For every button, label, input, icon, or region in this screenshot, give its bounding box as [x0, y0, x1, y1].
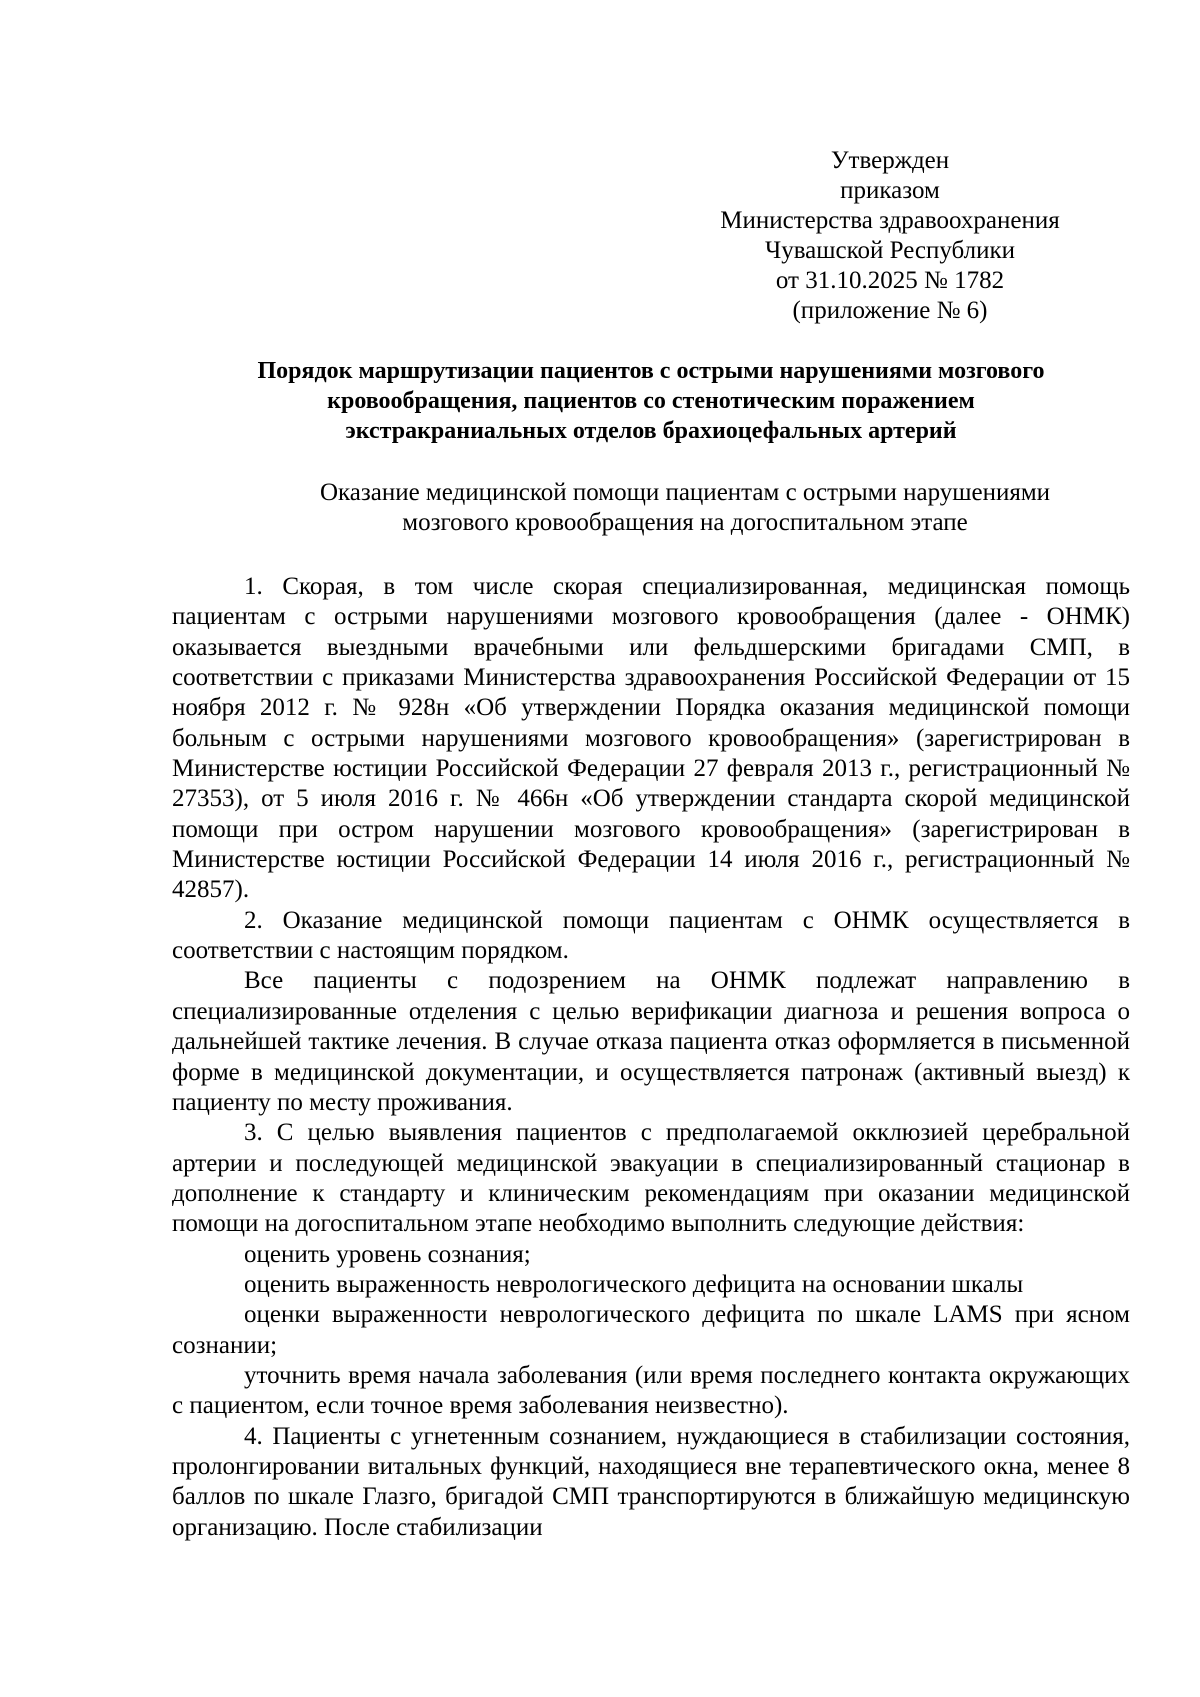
document-body: [172, 572, 1130, 1543]
approval-line: (приложение № 6): [792, 297, 988, 324]
title-line: экстракраниальных отделов брахиоцефальных артерий: [345, 418, 957, 444]
approval-line: Чувашской Республики: [764, 237, 1016, 264]
paragraph: 2. Оказание медицинской помощи пациентам с ОНМК осуществляется в соответствии с настоящим порядком.: [172, 906, 1130, 965]
paragraph: 1. Скорая, в том числе скорая специализированная, медицинская помощь пациентам с острыми нарушениями мозгового кровообращения (далее - ОНМК) оказывается выездными врачебными или фельдшерскими бригадами СМП, в соответствии с приказами Министерства здравоохранения Российской Федерации от 15 ноября 2012 г. № 928н «Об утверждении Порядка оказания медицинской помощи больным с острыми нарушениями мозгового кровообращения» (зарегистрирован в Министерстве юстиции Российской Федерации 27 февраля 2013 г., регистрационный № 27353), от 5 июля 2016 г. № 466н «Об утверждении стандарта скорой медицинской помощи при остром нарушении мозгового кровообращения» (зарегистрирован в Министерстве юстиции Российской Федерации 14 июля 2016 г., регистрационный № 42857).: [172, 573, 1130, 904]
paragraph: оценить уровень сознания;: [244, 1240, 531, 1268]
approval-line: Утвержден: [830, 147, 950, 174]
section-heading-line: Оказание медицинской помощи пациентам с острыми нарушениями: [319, 479, 1051, 506]
document-title: [172, 356, 1130, 446]
approval-block: [690, 146, 1090, 326]
approval-line: приказом: [840, 177, 940, 204]
paragraph: оценки выраженности неврологического дефицита по шкале LAMS при ясном сознании;: [172, 1301, 1130, 1359]
paragraph: 4. Пациенты с угнетенным сознанием, нуждающиеся в стабилизации состояния, пролонгировании витальных функций, находящиеся вне терапевтического окна, менее 8 баллов по шкале Глазго, бригадой СМП транспортируются в ближайшую медицинскую организацию. После стабилизации: [172, 1422, 1130, 1541]
approval-line: от 31.10.2025 № 1782: [775, 267, 1005, 294]
title-line: кровообращения, пациентов со стенотическим поражением: [327, 388, 975, 414]
paragraph: оценить выраженность неврологического дефицита на основании шкалы: [244, 1270, 1024, 1298]
paragraph: уточнить время начала заболевания (или время последнего контакта окружающих с пациентом, если точное время заболевания неизвестно).: [172, 1361, 1130, 1420]
paragraph: 3. С целью выявления пациентов с предполагаемой окклюзией церебральной артерии и последующей медицинской эвакуации в специализированный стационар в дополнение к стандарту и клиническим рекомендациям при оказании медицинской помощи на догоспитальном этапе необходимо выполнить следующие действия:: [172, 1119, 1130, 1238]
title-line: Порядок маршрутизации пациентов с острыми нарушениями мозгового: [257, 358, 1045, 384]
section-heading: [290, 478, 1080, 538]
approval-line: Министерства здравоохранения: [720, 207, 1060, 234]
section-heading-line: мозгового кровообращения на догоспитальном этапе: [402, 509, 968, 536]
paragraph: Все пациенты с подозрением на ОНМК подлежат направлению в специализированные отделения с целью верификации диагноза и решения вопроса о дальнейшей тактике лечения. В случае отказа пациента отказ оформляется в письменной форме в медицинской документации, и осуществляется патронаж (активный выезд) к пациенту по месту проживания.: [172, 967, 1130, 1116]
